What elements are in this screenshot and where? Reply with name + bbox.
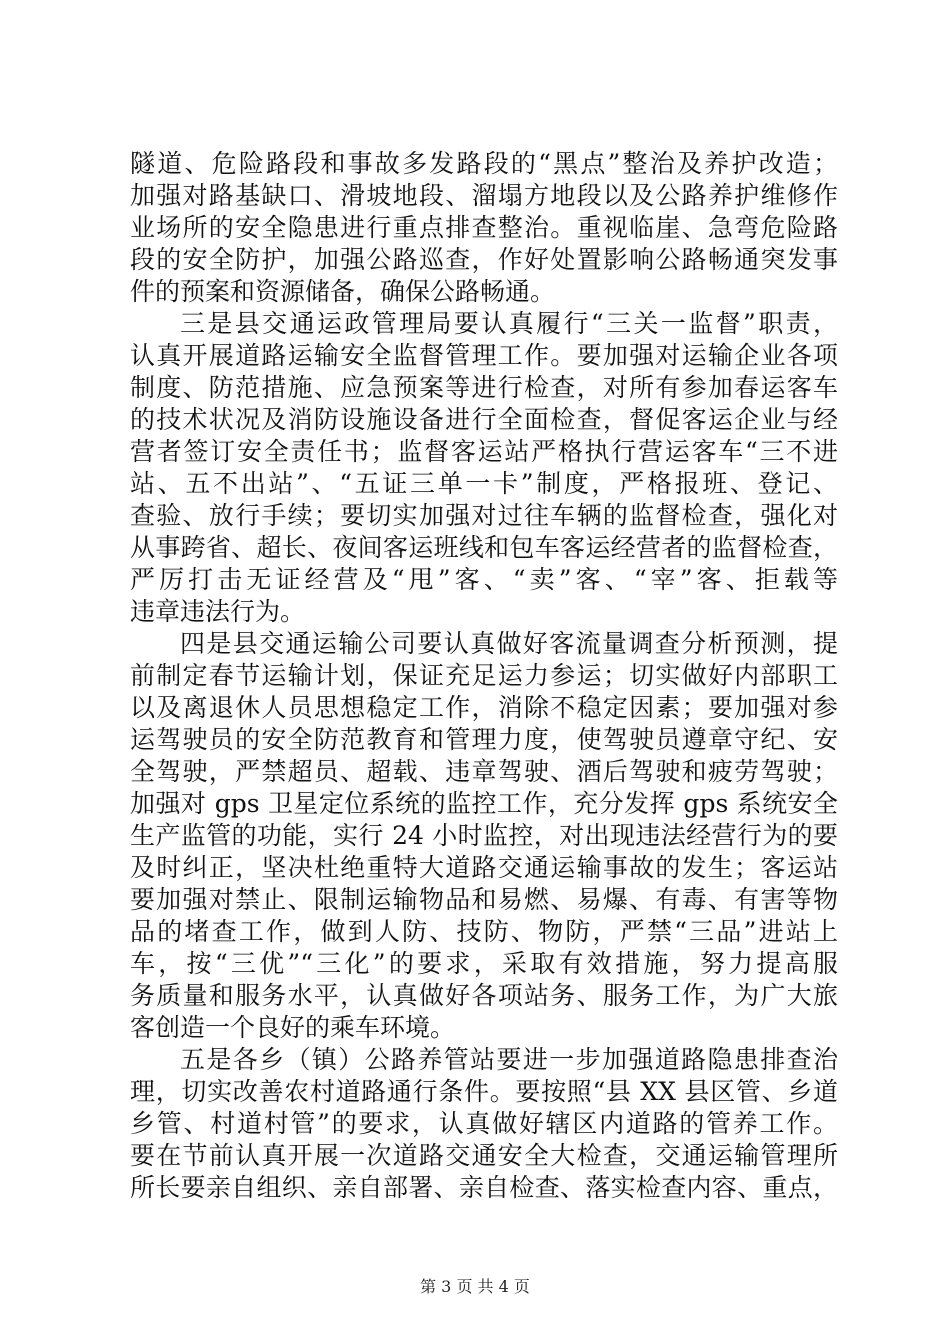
text-line: 的技术状况及消防设施设备进行全面检查，督促客运企业与经 bbox=[130, 405, 838, 434]
text-line: 段的安全防护，加强公路巡查，作好处置影响公路畅通突发事 bbox=[130, 245, 838, 274]
text-line: 加强对路基缺口、滑坡地段、溜塌方地段以及公路养护维修作 bbox=[130, 181, 838, 210]
text-line: 站、五不出站”、“五证三单一卡”制度，严格报班、登记、 bbox=[130, 469, 838, 498]
text-line: 生产监管的功能，实行 24 小时监控，对出现违法经营行为的要 bbox=[130, 821, 838, 850]
paragraph-start-line: 五是各乡（镇）公路养管站要进一步加强道路隐患排查治 bbox=[180, 1045, 838, 1074]
text-line: 运驾驶员的安全防范教育和管理力度，使驾驶员遵章守纪、安 bbox=[130, 725, 838, 754]
text-line: 严厉打击无证经营及“甩”客、“卖”客、“宰”客、拒载等 bbox=[130, 565, 838, 594]
text-line: 业场所的安全隐患进行重点排查整治。重视临崖、急弯危险路 bbox=[130, 213, 838, 242]
text-line: 违章违法行为。 bbox=[130, 597, 306, 626]
text-line: 及时纠正，坚决杜绝重特大道路交通运输事故的发生；客运站 bbox=[130, 853, 838, 882]
text-line: 客创造一个良好的乘车环境。 bbox=[130, 1013, 456, 1042]
text-line: 要加强对禁止、限制运输物品和易燃、易爆、有毒、有害等物 bbox=[130, 885, 838, 914]
page-number-footer: 第 3 页 共 4 页 bbox=[420, 1277, 530, 1296]
text-line: 车，按“三优”“三化”的要求，采取有效措施，努力提高服 bbox=[130, 949, 838, 978]
text-line: 理，切实改善农村道路通行条件。要按照“县 XX 县区管、乡道 bbox=[130, 1077, 838, 1106]
text-line: 件的预案和资源储备，确保公路畅通。 bbox=[130, 277, 556, 306]
text-line: 从事跨省、超长、夜间客运班线和包车客运经营者的监督检查， bbox=[130, 533, 838, 562]
text-line: 制度、防范措施、应急预案等进行检查，对所有参加春运客车 bbox=[130, 373, 838, 402]
text-line: 加强对 gps 卫星定位系统的监控工作，充分发挥 gps 系统安全 bbox=[130, 789, 838, 818]
paragraph-start-line: 四是县交通运输公司要认真做好客流量调查分析预测，提 bbox=[180, 629, 838, 658]
text-line: 查验、放行手续；要切实加强对过往车辆的监督检查，强化对 bbox=[130, 501, 838, 530]
document-body bbox=[130, 148, 838, 1204]
text-line: 前制定春节运输计划，保证充足运力参运；切实做好内部职工 bbox=[130, 661, 838, 690]
text-line: 营者签订安全责任书；监督客运站严格执行营运客车“三不进 bbox=[130, 437, 838, 466]
text-line: 所长要亲自组织、亲自部署、亲自检查、落实检查内容、重点， bbox=[130, 1173, 838, 1202]
text-line: 认真开展道路运输安全监督管理工作。要加强对运输企业各项 bbox=[130, 341, 838, 370]
paragraph-start-line: 三是县交通运政管理局要认真履行“三关一监督”职责， bbox=[180, 309, 838, 338]
text-line: 乡管、村道村管”的要求，认真做好辖区内道路的管养工作。 bbox=[130, 1109, 838, 1138]
text-line: 隧道、危险路段和事故多发路段的“黑点”整治及养护改造； bbox=[130, 149, 838, 178]
text-line: 品的堵查工作，做到人防、技防、物防，严禁“三品”进站上 bbox=[130, 917, 838, 946]
text-line: 以及离退休人员思想稳定工作，消除不稳定因素；要加强对参 bbox=[130, 693, 838, 722]
text-line: 要在节前认真开展一次道路交通安全大检查，交通运输管理所 bbox=[130, 1141, 838, 1170]
text-line: 全驾驶，严禁超员、超载、违章驾驶、酒后驾驶和疲劳驾驶； bbox=[130, 757, 838, 786]
text-line: 务质量和服务水平，认真做好各项站务、服务工作，为广大旅 bbox=[130, 981, 838, 1010]
